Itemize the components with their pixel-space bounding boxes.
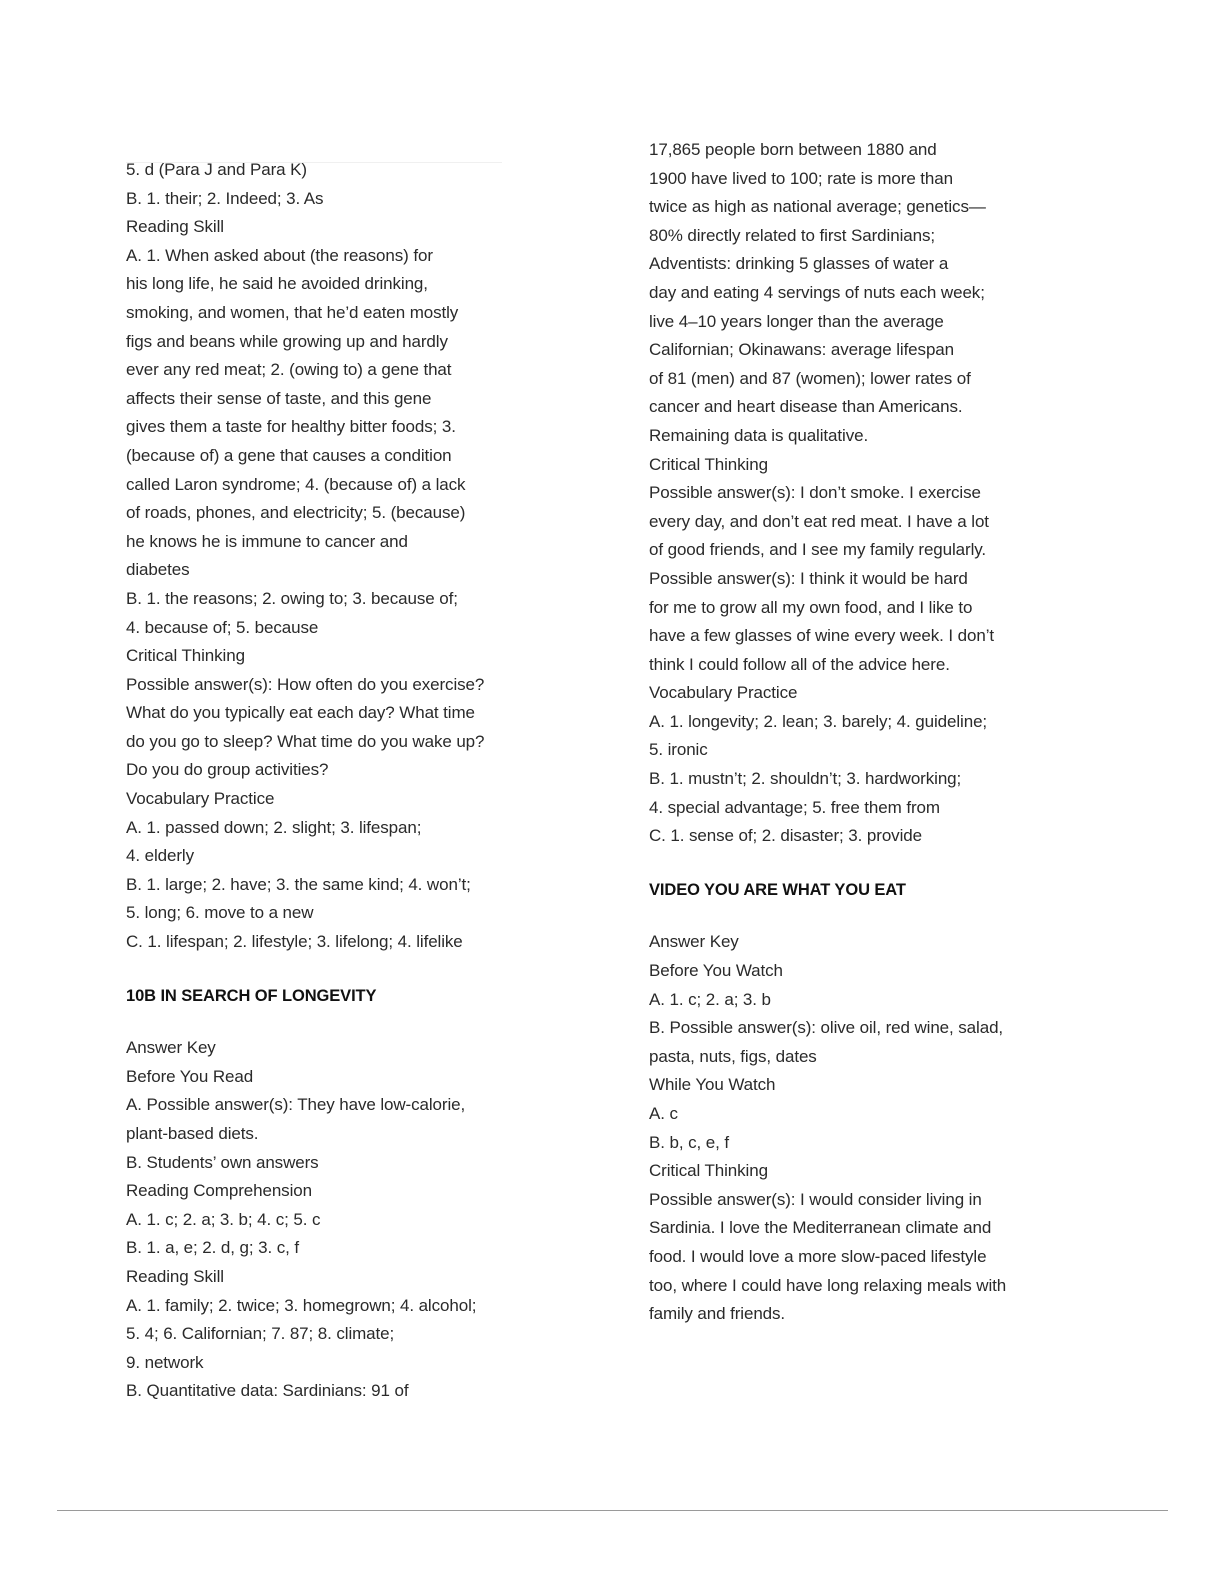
text-line: 5. ironic <box>649 740 708 760</box>
text-line: Adventists: drinking 5 glasses of water a <box>649 254 949 274</box>
text-line: A. 1. c; 2. a; 3. b <box>649 989 771 1009</box>
text-line: B. b, c, e, f <box>649 1132 729 1152</box>
section-heading: 10B IN SEARCH OF LONGEVITY <box>126 986 377 1005</box>
text-line: Reading Skill <box>126 217 224 237</box>
text-line: his long life, he said he avoided drinking, <box>126 274 428 294</box>
text-line: B. Quantitative data: Sardinians: 91 of <box>126 1381 409 1401</box>
text-line: 9. network <box>126 1352 204 1372</box>
section-gap <box>649 851 1069 876</box>
text-line: live 4–10 years longer than the average <box>649 311 944 331</box>
text-line: Possible answer(s): How often do you exercise? <box>126 674 485 694</box>
text-line: 4. because of; 5. because <box>126 617 319 637</box>
text-line: A. Possible answer(s): They have low-calorie, <box>126 1095 466 1115</box>
text-line: 5. 4; 6. Californian; 7. 87; 8. climate; <box>126 1324 395 1344</box>
text-line: While You Watch <box>649 1075 776 1095</box>
text-line: Vocabulary Practice <box>126 789 275 809</box>
text-line: 4. elderly <box>126 846 194 866</box>
text-line: 5. long; 6. move to a new <box>126 903 314 923</box>
text-line: family and friends. <box>649 1304 786 1324</box>
text-line: Answer Key <box>126 1038 216 1058</box>
text-line: cancer and heart disease than Americans. <box>649 397 963 417</box>
text-line: Possible answer(s): I think it would be hard <box>649 568 968 588</box>
text-line: food. I would love a more slow-paced lifestyle <box>649 1246 987 1266</box>
text-line: C. 1. lifespan; 2. lifestyle; 3. lifelong; 4. lifelike <box>126 932 463 952</box>
text-line: he knows he is immune to cancer and <box>126 531 408 551</box>
text-line: Reading Skill <box>126 1266 224 1286</box>
text-line: Before You Read <box>126 1066 254 1086</box>
text-line: A. 1. c; 2. a; 3. b; 4. c; 5. c <box>126 1209 321 1229</box>
text-line: Answer Key <box>649 932 739 952</box>
text-line: every day, and don’t eat red meat. I have a lot <box>649 511 989 531</box>
footer-rule <box>57 1510 1168 1511</box>
text-line: plant-based diets. <box>126 1124 259 1143</box>
text-line: have a few glasses of wine every week. I don’t <box>649 626 995 646</box>
text-line: affects their sense of taste, and this gene <box>126 388 432 408</box>
text-line: A. 1. longevity; 2. lean; 3. barely; 4. guideline; <box>649 711 988 731</box>
text-line: A. 1. passed down; 2. slight; 3. lifespan; <box>126 817 422 837</box>
text-line: A. c <box>649 1104 678 1123</box>
text-line: 17,865 people born between 1880 and <box>649 140 937 159</box>
text-line: What do you typically eat each day? What time <box>126 703 475 723</box>
text-line: of good friends, and I see my family regularly. <box>649 540 987 560</box>
text-line: 1900 have lived to 100; rate is more than <box>649 168 953 188</box>
text-line: think I could follow all of the advice here. <box>649 654 950 674</box>
text-line: Possible answer(s): I don’t smoke. I exercise <box>649 483 981 503</box>
text-line: B. 1. a, e; 2. d, g; 3. c, f <box>126 1238 299 1258</box>
text-line: Reading Comprehension <box>126 1181 312 1201</box>
text-line: Do you do group activities? <box>126 760 329 780</box>
text-line: of 81 (men) and 87 (women); lower rates of <box>649 368 971 388</box>
text-line: Possible answer(s): I would consider living in <box>649 1189 982 1209</box>
text-line: Vocabulary Practice <box>649 683 798 703</box>
section-heading: VIDEO YOU ARE WHAT YOU EAT <box>649 880 906 899</box>
text-line: 4. special advantage; 5. free them from <box>649 797 940 817</box>
section-gap <box>126 1010 526 1034</box>
text-line: do you go to sleep? What time do you wake up? <box>126 731 485 751</box>
text-line: for me to grow all my own food, and I like to <box>649 597 973 617</box>
text-line: Critical Thinking <box>649 1161 768 1181</box>
text-line: B. 1. mustn’t; 2. shouldn’t; 3. hardworking; <box>649 769 962 789</box>
text-line: ever any red meat; 2. (owing to) a gene that <box>126 360 452 380</box>
text-line: B. Students’ own answers <box>126 1152 319 1172</box>
text-line: A. 1. family; 2. twice; 3. homegrown; 4. alcohol; <box>126 1295 477 1315</box>
text-line: gives them a taste for healthy bitter foods; 3. <box>126 417 456 437</box>
text-line: too, where I could have long relaxing meals with <box>649 1275 1007 1295</box>
section-gap <box>126 957 526 982</box>
text-line: pasta, nuts, figs, dates <box>649 1046 817 1066</box>
text-line: day and eating 4 servings of nuts each week; <box>649 282 985 302</box>
text-line: of roads, phones, and electricity; 5. (because) <box>126 503 466 523</box>
text-line: 80% directly related to first Sardinians; <box>649 225 935 245</box>
text-line: Remaining data is qualitative. <box>649 425 869 445</box>
text-line: twice as high as national average; genetics— <box>649 197 986 217</box>
text-line: B. Possible answer(s): olive oil, red wine, salad, <box>649 1018 1004 1038</box>
text-line: C. 1. sense of; 2. disaster; 3. provide <box>649 826 922 846</box>
text-line: A. 1. When asked about (the reasons) for <box>126 245 433 265</box>
section-gap <box>649 904 1069 928</box>
text-line: 5. d (Para J and Para K) <box>126 160 307 179</box>
text-line: figs and beans while growing up and hardly <box>126 331 448 351</box>
left-column <box>126 156 526 1406</box>
text-line: Californian; Okinawans: average lifespan <box>649 340 955 360</box>
text-line: called Laron syndrome; 4. (because of) a lack <box>126 474 466 494</box>
text-line: B. 1. their; 2. Indeed; 3. As <box>126 188 324 208</box>
text-line: Critical Thinking <box>126 646 245 666</box>
text-line: Critical Thinking <box>649 454 768 474</box>
text-line: smoking, and women, that he’d eaten mostly <box>126 302 459 322</box>
text-line: Sardinia. I love the Mediterranean climate and <box>649 1218 992 1238</box>
text-line: B. 1. large; 2. have; 3. the same kind; 4. won’t; <box>126 874 471 894</box>
right-column <box>649 136 1069 1329</box>
text-line: Before You Watch <box>649 961 783 981</box>
text-line: B. 1. the reasons; 2. owing to; 3. because of; <box>126 588 458 608</box>
text-line: (because of) a gene that causes a condition <box>126 445 452 465</box>
text-line: diabetes <box>126 560 190 580</box>
